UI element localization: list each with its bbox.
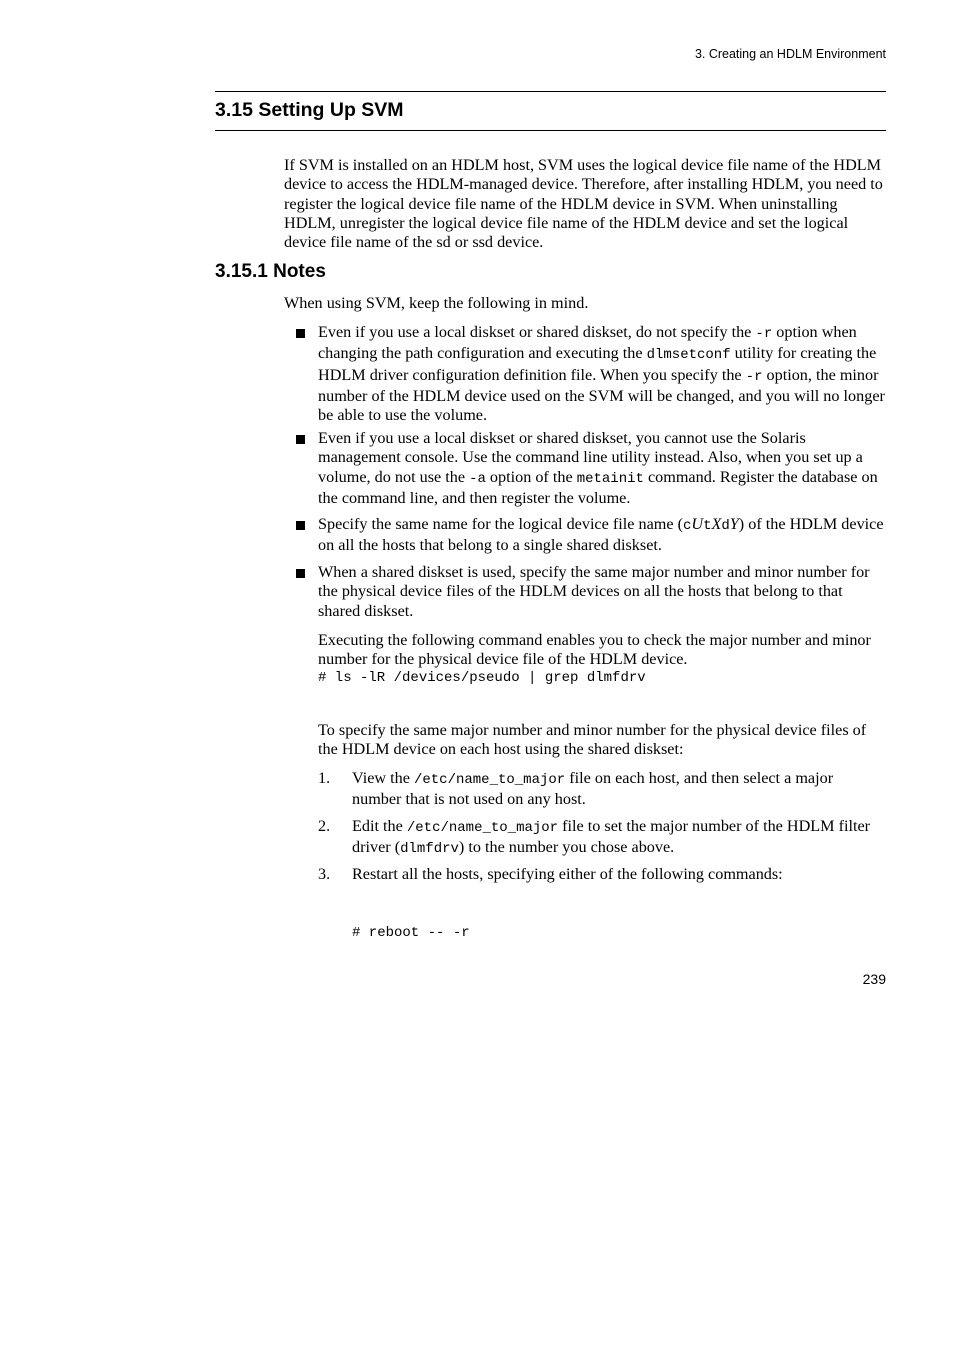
bullet-marker-2: [296, 435, 305, 444]
bullet-4-text: When a shared diskset is used, specify the same major number and minor number for the physical device files of the HDLM devices on all the hosts that belong to that shared diskset.: [318, 563, 870, 620]
check-command-code: # ls -lR /devices/pseudo | grep dlmfdrv: [318, 670, 646, 686]
intro-paragraph: If SVM is installed on an HDLM host, SVM uses the logical device file name of the HDLM device to access the HDLM-managed device. Therefore, after installing HDLM, you need to register the logical device file name of the HDLM device in SVM. When uninstalling HDLM, unregister the logical device file name of the HDLM device and set the logical device file name of the sd or ssd device.: [284, 156, 883, 252]
section-title: 3.15 Setting Up SVM: [215, 99, 404, 121]
bullet-marker-4: [296, 569, 305, 578]
running-header: 3. Creating an HDLM Environment: [694, 47, 886, 61]
step-2-text: Edit the /etc/name_to_major file to set the major number of the HDLM filter driver (dlmfdrv) to the number you chose above.: [352, 817, 871, 858]
step-2-number: 2.: [318, 817, 331, 835]
notes-lead: When using SVM, keep the following in mind.: [284, 294, 589, 312]
page-number: 239: [862, 971, 886, 987]
bullet-3-text: Specify the same name for the logical device file name (cUtXdY) of the HDLM device on all the hosts that belong to a single shared diskset.: [318, 515, 884, 555]
bullet-marker-3: [296, 521, 305, 530]
step-1-text: View the /etc/name_to_major file on each host, and then select a major number that is not used on any host.: [352, 769, 834, 809]
check-command-intro: Executing the following command enables you to check the major number and minor number for the physical device file of the HDLM device.: [318, 631, 871, 669]
section-top-rule: [215, 91, 886, 92]
subsection-title: 3.15.1 Notes: [215, 261, 326, 282]
bullet-1-text: Even if you use a local diskset or shared diskset, do not specify the -r option when changing the path configuration and executing the dlmsetconf utility for creating the HDLM driver configuration definition file. When you specify the -r option, the minor number of the HDLM device used on the SVM will be changed, and you will no longer be able to use the volume.: [318, 323, 885, 425]
section-bottom-rule: [215, 130, 886, 131]
step-3-number: 3.: [318, 865, 331, 883]
bullet-2-text: Even if you use a local diskset or shared diskset, you cannot use the Solaris management console. Use the command line utility instead. Also, when you set up a volume, do not use the -a option of the metainit command. Register the database on the command line, and then register the volume.: [318, 429, 878, 507]
step-3-text: Restart all the hosts, specifying either of the following commands:: [352, 865, 783, 883]
step-1-number: 1.: [318, 769, 331, 787]
reboot-command-code: # reboot -- -r: [352, 925, 470, 941]
bullet-marker-1: [296, 329, 305, 338]
procedure-intro: To specify the same major number and minor number for the physical device files of the HDLM device on each host using the shared diskset:: [318, 721, 867, 759]
